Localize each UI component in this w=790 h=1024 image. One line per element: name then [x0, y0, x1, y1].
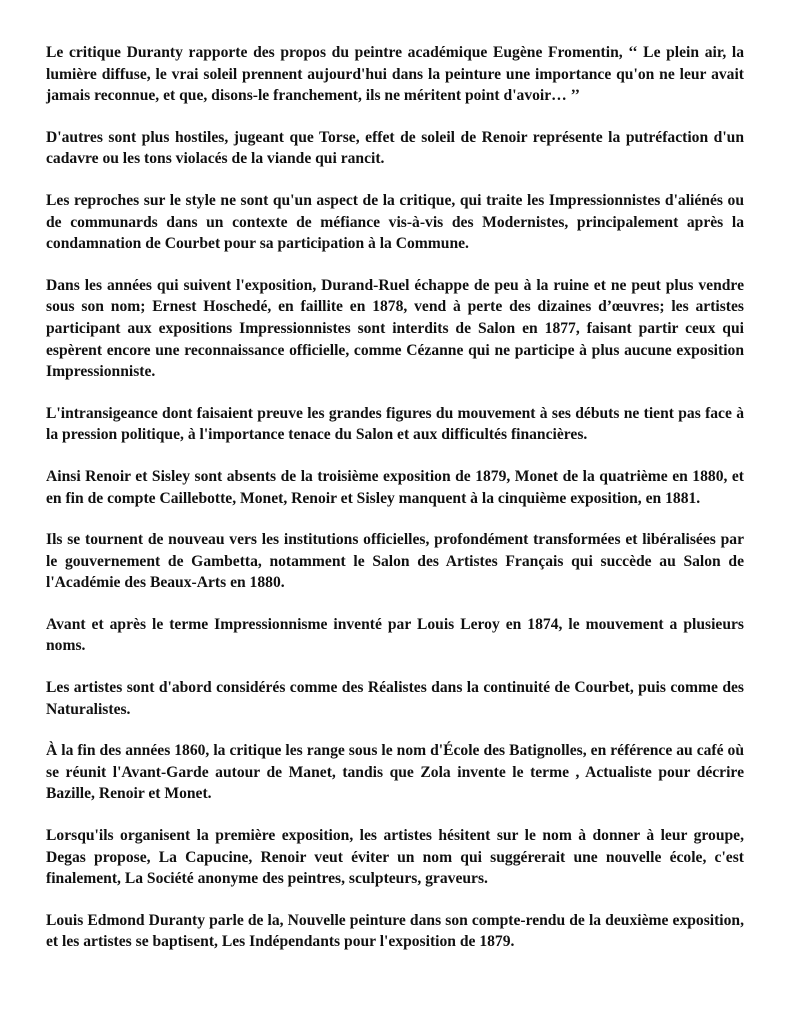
document-page	[46, 42, 744, 953]
paragraph-first-exhibition-name: Lorsqu'ils organisent la première exposition, les artistes hésitent sur le nom à donner à leur groupe, Degas propose, La Capucine, Renoir veut éviter un nom qui suggérerait une nouvelle école, c'est finalement, La Société anonyme des peintres, sculpteurs, graveurs.	[46, 827, 744, 888]
paragraph-realists-naturalists: Les artistes sont d'abord considérés comme des Réalistes dans la continuité de Courbet, puis comme des Naturalistes.	[46, 679, 744, 718]
paragraph-nouvelle-peinture: Louis Edmond Duranty parle de la, Nouvelle peinture dans son compte-rendu de la deuxième exposition, et les artistes se baptisent, Les Indépendants pour l'exposition de 1879.	[46, 911, 744, 951]
paragraph-fromentin-quote: Le critique Duranty rapporte des propos du peintre académique Eugène Fromentin, ‘‘ Le plein air, la lumière diffuse, le vrai soleil prennent aujourd'hui dans la peinture une importance qu'on ne leur avait jamais reconnue, et que, disons-le franchement, ils ne méritent point d'avoir… ’’	[46, 44, 744, 105]
paragraph-official-institutions: Ils se tournent de nouveau vers les institutions officielles, profondément transformées et libéralisées par le gouvernement de Gambetta, notamment le Salon des Artistes Français qui succède au Salon de l'Académie des Beaux-Arts en 1880.	[46, 531, 744, 592]
paragraph-absent-artists: Ainsi Renoir et Sisley sont absents de la troisième exposition de 1879, Monet de la quatrième en 1880, et en fin de compte Caillebotte, Monet, Renoir et Sisley manquent à la cinquième exposition, en 1881.	[46, 467, 744, 507]
paragraph-hostile-critics: D'autres sont plus hostiles, jugeant que Torse, effet de soleil de Renoir représente la putréfaction d'un cadavre ou les tons violacés de la viande qui rancit.	[46, 128, 744, 168]
paragraph-intransigence: L'intransigeance dont faisaient preuve les grandes figures du mouvement à ses débuts ne tient pas face à la pression politique, à l'importance tenace du Salon et aux difficultés financières.	[46, 404, 744, 444]
paragraph-movement-names: Avant et après le terme Impressionnisme inventé par Louis Leroy en 1874, le mouvement a plusieurs noms.	[46, 615, 744, 655]
paragraph-years-after-exhibition: Dans les années qui suivent l'exposition, Durand-Ruel échappe de peu à la ruine et ne peut plus vendre sous son nom; Ernest Hoschedé, en faillite en 1878, vend à perte des dizaines d’œuvres; les artistes participant aux expositions Impressionnistes sont interdits de Salon en 1877, faisant partir ceux qui espèrent encore une reconnaissance officielle, comme Cézanne qui ne participe à plus aucune exposition Impressionniste.	[46, 276, 744, 381]
paragraph-style-reproaches: Les reproches sur le style ne sont qu'un aspect de la critique, qui traite les Impressionnistes d'aliénés ou de communards dans un contexte de méfiance vis-à-vis des Modernistes, principalement après la condamnation de Courbet pour sa participation à la Commune.	[46, 191, 744, 253]
paragraph-batignolles: À la fin des années 1860, la critique les range sous le nom d'École des Batignolles, en référence au café où se réunit l'Avant-Garde autour de Manet, tandis que Zola invente le terme , Actualiste pour décrire Bazille, Renoir et Monet.	[46, 742, 744, 803]
